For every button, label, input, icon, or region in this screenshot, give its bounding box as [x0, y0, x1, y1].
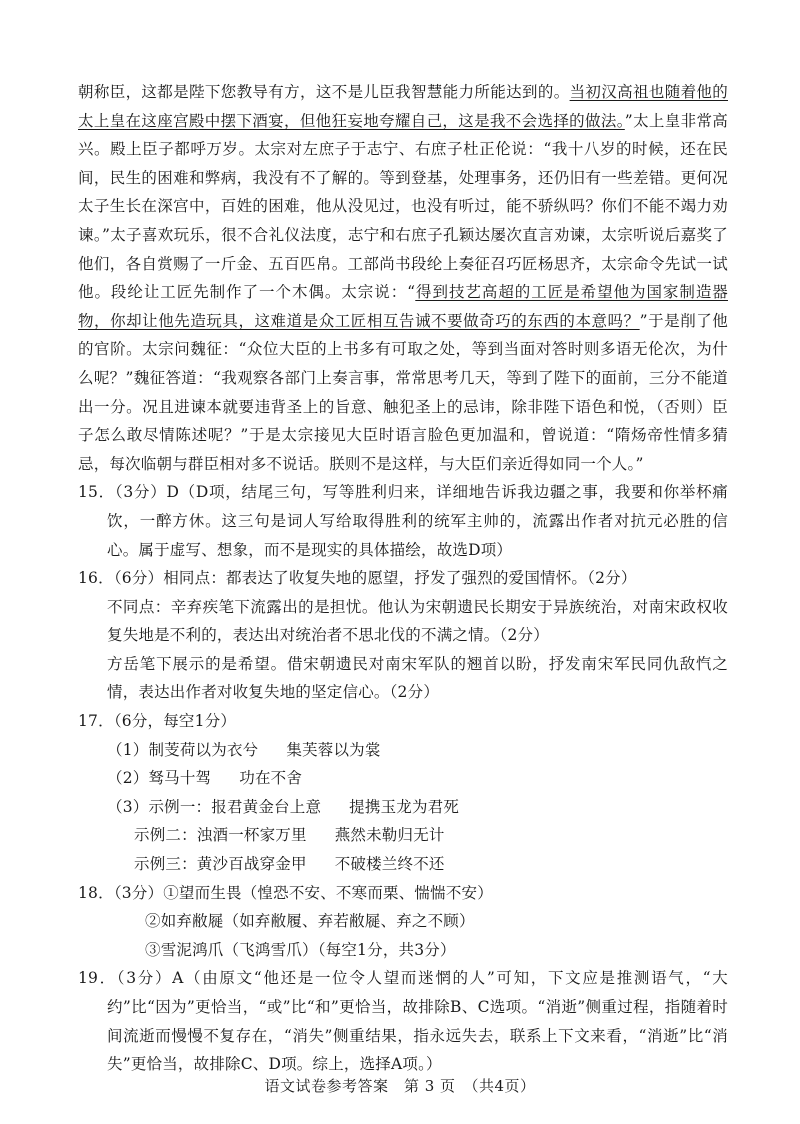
answer-17-blank: 示例二：浊酒一杯家万里	[134, 826, 307, 845]
answer-page	[78, 78, 728, 1079]
answer-17-line-5	[78, 850, 728, 879]
answer-17-line-1	[78, 736, 728, 765]
passage-text: ”于是削了他的官阶。太宗问魏征：“众位大臣的上书多有可取之处，等到当面对答时则多语无伦次，为什么呢？”魏征答道：“我观察各部门上奏言事，常常思考几天，等到了陛下的面前，三分不能道出一分。况且进谏本就要违背圣上的旨意、触犯圣上的忌讳，除非陛下语色和悦，（否则）臣子怎么敢尽情陈述呢？”于是太宗接见大臣时语言脸色更加温和，曾说道：“隋炀帝性情多猜忌，每次临朝与群臣相对多不说话。朕则不是这样，与大臣们亲近得如同一个人。”	[78, 311, 728, 473]
passage-text: ”太上皇非常高兴。殿上臣子都呼万岁。太宗对左庶子于志宁、右庶子杜正伦说：“我十八岁的时候，还在民间，民生的困难和弊病，我没有不了解的。等到登基，处理事务，还仍旧有一些差错。更何况太子生长在深宫中，百姓的困难，他从没见过，也没有听过，能不骄纵吗？你们不能不竭力劝谏。”太子喜欢玩乐，很不合礼仪法度，志宁和右庶子孔颖达屡次直言劝谏，太宗听说后嘉奖了他们，各自赏赐了一斤金、五百匹帛。工部尚书段纶上奏征召巧匠杨思齐，太宗命令先试一试他。段纶让工匠先制作了一个木偶。太宗说：“	[78, 111, 728, 302]
answer-17-blank: 集芙蓉以为裳	[286, 740, 381, 759]
answer-18-line-1: 18．（3分）①望而生畏（惶恐不安、不寒而栗、惴惴不安）	[78, 883, 493, 902]
answer-16-similarity: 16．（6分）相同点：都表达了收复失地的愿望，抒发了强烈的爱国情怀。（2分）	[78, 569, 637, 588]
answer-17-blank: 示例三：黄沙百战穿金甲	[134, 855, 307, 874]
answer-17-line-4	[78, 821, 728, 850]
underlined-sentence: 当初汉高祖也随着他的太上皇在这座宫殿中摆下酒宴，但他狂妄地夸耀自己，这是我不会选择的做法。	[78, 83, 728, 130]
answer-17-line-3	[78, 793, 728, 822]
answer-17-blank: 燕然未勒归无计	[334, 826, 445, 845]
answer-17-blank: 提携玉龙为君死	[349, 797, 460, 816]
answer-19: 19．（3分）A（由原文“他还是一位令人望而迷惘的人”可知，下文应是推测语气，“大约”比“因为”更恰当，“或”比“和”更恰当，故排除B、C选项。“消逝”侧重过程，指随着时间流逝而慢慢不复存在，“消失”侧重结果，指永远失去，联系上下文来看，“消逝”比“消失”更恰当，故排除C、D项。综上，选择A项。）	[78, 969, 728, 1074]
answer-17-blank: （1）制芰荷以为衣兮	[107, 740, 259, 759]
answer-17-line-2	[78, 764, 728, 793]
underlined-sentence: 得到技艺高超的工匠是希望他为国家制造器物，你却让他先造玩具，这难道是众工匠相互告诫不要做奇巧的东西的本意吗？	[78, 283, 728, 330]
answer-17-blank: 功在不舍	[239, 769, 303, 788]
answer-17-blank: （2）驽马十驾	[107, 769, 212, 788]
answer-17-blank: 不破楼兰终不还	[334, 855, 445, 874]
answer-17-blank: （3）示例一：报君黄金台上意	[107, 797, 322, 816]
translation-paragraph	[78, 78, 728, 478]
answer-17-heading: 17．（6分，每空1分）	[78, 712, 237, 731]
answer-16-difference: 不同点：辛弃疾笔下流露出的是担忧。他认为宋朝遗民长期安于异族统治，对南宋政权收复失地是不利的，表达出对统治者不思北伐的不满之情。（2分）	[107, 597, 728, 645]
answer-15: 15．（3分）D（D项，结尾三句，写等胜利归来，详细地告诉我边疆之事，我要和你举杯痛饮，一醉方休。这三句是词人写给取得胜利的统军主帅的，流露出作者对抗元必胜的信心。属于虚写、想象，而不是现实的具体描绘，故选D项）	[78, 483, 728, 559]
page-footer: 语文试卷参考答案 第 3 页 （共4页）	[264, 1077, 536, 1095]
answer-18-line-2: ②如弃敝屣（如弃敝履、弃若敝屣、弃之不顾）	[145, 912, 475, 931]
passage-text: 朝称臣，这都是陛下您教导有方，这不是儿臣我智慧能力所能达到的。	[78, 83, 570, 101]
answer-18-line-3: ③雪泥鸿爪（飞鸿雪爪）（每空1分，共3分）	[145, 940, 456, 959]
answer-16-fangyue: 方岳笔下展示的是希望。借宋朝遗民对南宋军队的翘首以盼，抒发南宋军民同仇敌忾之情，表达出作者对收复失地的坚定信心。（2分）	[107, 654, 728, 702]
